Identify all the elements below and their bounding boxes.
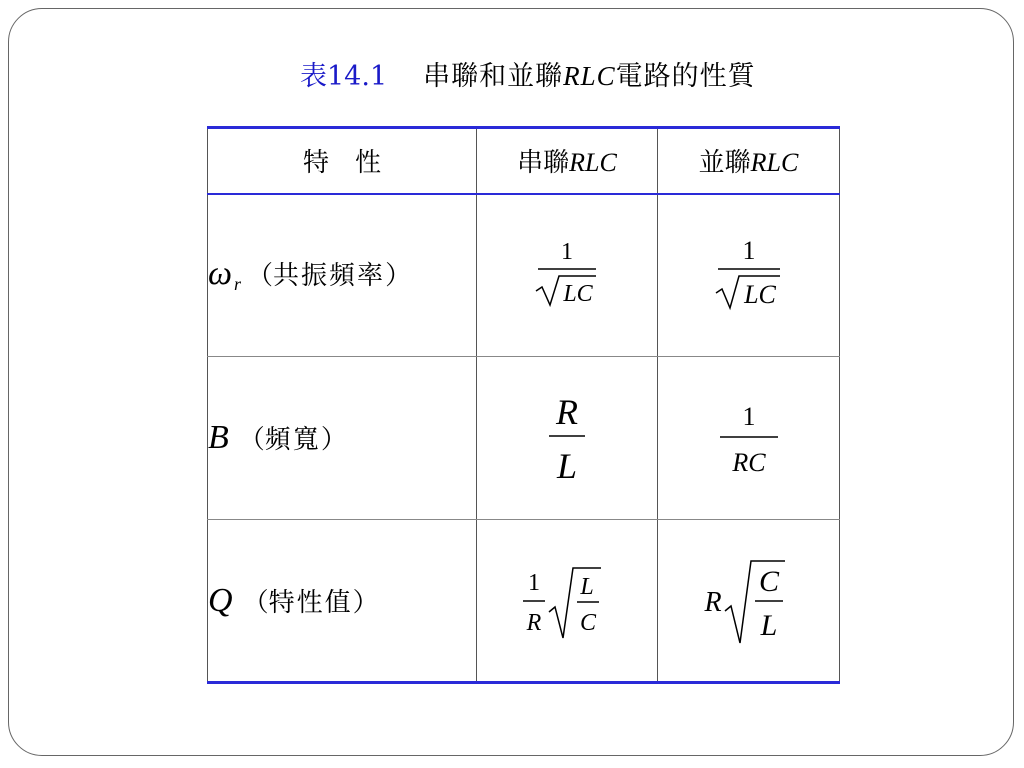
symbol-omega: ω bbox=[208, 255, 233, 293]
radicand-denominator: C bbox=[579, 609, 597, 636]
symbol-b: B bbox=[208, 419, 229, 456]
coefficient-denominator: R bbox=[526, 609, 542, 636]
formula-parallel-resonance bbox=[658, 194, 840, 357]
numerator: 1 bbox=[742, 402, 755, 431]
open-paren: （ bbox=[247, 261, 274, 292]
property-bandwidth bbox=[208, 357, 477, 520]
close-paren: ） bbox=[352, 587, 379, 618]
formula-svg bbox=[699, 551, 799, 651]
radicand: LC bbox=[743, 280, 776, 310]
table-title bbox=[423, 61, 756, 92]
formula-svg bbox=[527, 388, 607, 488]
property-resonance bbox=[208, 194, 477, 357]
radicand-numerator: C bbox=[758, 564, 779, 598]
title-italic: RLC bbox=[563, 61, 616, 91]
table-number: 表14.1 bbox=[300, 61, 388, 92]
formula-svg bbox=[704, 393, 794, 483]
header-series bbox=[477, 128, 658, 194]
header-parallel bbox=[658, 128, 840, 194]
formula-svg bbox=[517, 556, 617, 646]
formula-parallel-quality bbox=[658, 520, 840, 683]
property-label: 頻寬 bbox=[264, 425, 321, 455]
header-property-label: 特 性 bbox=[302, 148, 381, 179]
table-row-quality bbox=[208, 520, 840, 683]
table-row-bandwidth bbox=[208, 357, 840, 520]
header-series-label: 串聯 bbox=[517, 148, 570, 179]
denominator: L bbox=[556, 446, 578, 486]
header-parallel-label: 並聯 bbox=[698, 148, 751, 179]
property-label: 特性值 bbox=[268, 587, 353, 618]
header-parallel-italic: RLC bbox=[750, 148, 799, 178]
radicand-denominator: L bbox=[760, 608, 777, 642]
title-prefix: 串聯和並聯 bbox=[423, 61, 564, 92]
formula-svg bbox=[522, 235, 612, 315]
table-caption bbox=[300, 56, 756, 97]
header-property bbox=[208, 128, 477, 194]
close-paren: ） bbox=[385, 261, 412, 292]
denominator: RC bbox=[731, 448, 766, 477]
radicand-numerator: L bbox=[580, 573, 594, 600]
property-label: 共振頻率 bbox=[273, 261, 386, 292]
symbol-q: Q bbox=[208, 581, 233, 619]
open-paren: （ bbox=[242, 587, 269, 618]
header-series-italic: RLC bbox=[569, 148, 617, 178]
symbol-subscript-r: r bbox=[234, 274, 242, 295]
coefficient-numerator: 1 bbox=[528, 569, 540, 596]
table-header-row bbox=[208, 128, 840, 194]
table-row-resonance bbox=[208, 194, 840, 357]
radicand: LC bbox=[563, 281, 593, 308]
coefficient: R bbox=[703, 586, 722, 618]
numerator: R bbox=[556, 392, 578, 432]
formula-series-resonance bbox=[477, 194, 658, 357]
open-paren: （ bbox=[238, 425, 265, 455]
formula-parallel-bandwidth bbox=[658, 357, 840, 520]
properties-table bbox=[207, 126, 840, 684]
formula-svg bbox=[704, 233, 794, 317]
numerator: 1 bbox=[561, 239, 573, 266]
formula-series-quality bbox=[477, 520, 658, 683]
property-quality bbox=[208, 520, 477, 683]
numerator: 1 bbox=[742, 236, 755, 266]
formula-series-bandwidth bbox=[477, 357, 658, 520]
close-paren: ） bbox=[320, 425, 347, 455]
title-suffix: 電路的性質 bbox=[615, 61, 756, 92]
